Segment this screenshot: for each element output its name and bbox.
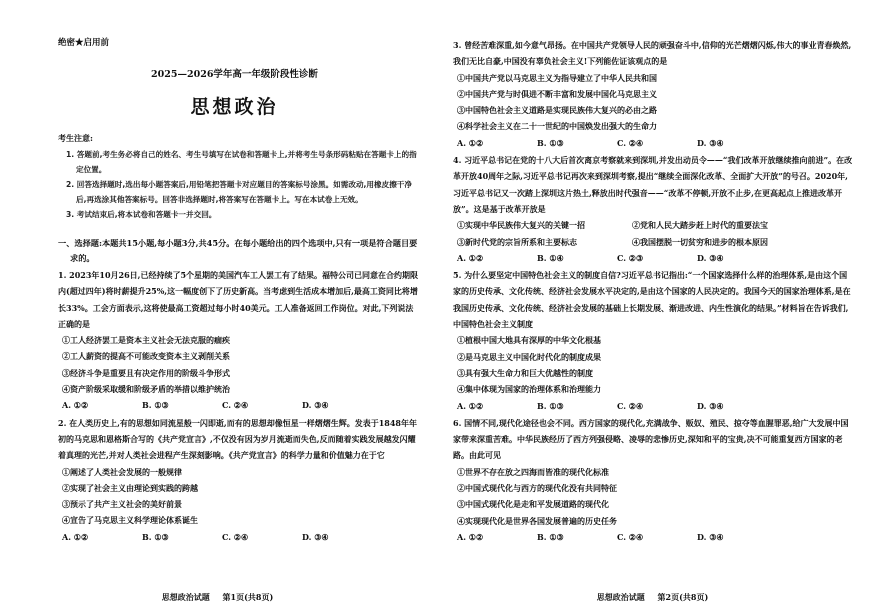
notes-title: 考生注意: xyxy=(58,133,93,143)
answer-choices xyxy=(453,250,854,266)
answer-a: A. ①② xyxy=(457,252,484,263)
answer-choices xyxy=(58,397,421,413)
option: ③新时代党的宗旨所系和主要标志 xyxy=(457,236,577,247)
option: ③中国特色社会主义道路是实现民族伟大复兴的必由之路 xyxy=(457,105,657,116)
page-number: 第1页(共8页) xyxy=(222,592,274,602)
answer-d: D. ③④ xyxy=(697,137,724,148)
answer-b: B. ①③ xyxy=(142,400,169,411)
answer-b: B. ①③ xyxy=(537,137,564,148)
right-page xyxy=(435,0,870,615)
note-item: 1. 答题前,考生务必将自己的姓名、考生号填写在试卷和答题卡上,并将考生号条形码粘贴在答题卡上的指定位置。 xyxy=(66,150,417,174)
answer-c: C. ②④ xyxy=(617,137,644,148)
question-5 xyxy=(453,267,854,414)
answer-c: C. ②④ xyxy=(222,531,249,542)
question-stem: 6. 国情不同,现代化途径也会不同。西方国家的现代化,充满战争、贩奴、殖民、掠夺等血腥罪恶,给广大发展中国家带来深重苦难。中华民族经历了西方列强侵略、凌辱的悲惨历史,深知和平的宝贵,决不可能重复西方国家的老路。由此可见 xyxy=(453,417,849,461)
option-row xyxy=(453,234,854,250)
answer-b: B. ①③ xyxy=(142,531,169,542)
option: ②是马克思主义中国化时代化的制度成果 xyxy=(457,351,601,362)
secret-label: 绝密★启用前 xyxy=(58,38,110,48)
question-stem: 4. 习近平总书记在党的十八大后首次离京考察就来到深圳,并发出动员令——“我们改革开放继续推向前进”。在改革开放40周年之际,习近平总书记再次来到深圳考察,提出“继续全面深化改革、全面扩大开放”的号召。2020年,习近平总书记又一次踏上深圳这片热土,释放出时代强音——“改革不停顿,开放不止步,在更高起点上推进改革开放”。这是基于改革开放是 xyxy=(453,155,853,214)
option: ④集中体现为国家的治理体系和治理能力 xyxy=(457,384,601,395)
question-4 xyxy=(453,152,854,266)
answer-b: B. ①③ xyxy=(537,400,564,411)
option: ①植根中国大地具有深厚的中华文化根基 xyxy=(457,335,601,346)
answer-c: C. ②④ xyxy=(617,531,644,542)
answer-b: B. ①③ xyxy=(537,531,564,542)
answer-a: A. ①② xyxy=(62,400,89,411)
answer-a: A. ①② xyxy=(457,531,484,542)
question-stem: 3. 曾经苦难深重,如今意气昂扬。在中国共产党领导人民的顽强奋斗中,信仰的光芒熠熠闪烁,伟大的事业青春焕然,我们无比自豪,中国没有辜负社会主义!下列能佐证该观点的是 xyxy=(453,40,852,67)
answer-d: D. ③④ xyxy=(697,531,724,542)
answer-b: B. ①④ xyxy=(537,252,564,263)
option: ④科学社会主义在二十一世纪的中国焕发出强大的生命力 xyxy=(457,121,657,132)
option: ③中国式现代化是走和平发展道路的现代化 xyxy=(457,499,609,510)
subject-title: 思想政治 xyxy=(190,96,279,118)
option: ②实现了社会主义由理论到实践的跨越 xyxy=(62,482,198,493)
option: ④宣告了马克思主义科学理论体系诞生 xyxy=(62,515,198,526)
question-1 xyxy=(58,267,421,414)
question-3 xyxy=(453,37,854,151)
option: ②中国共产党与时俱进不断丰富和发展中国化马克思主义 xyxy=(457,88,657,99)
question-stem: 1. 2023年10月26日,已经持续了5个星期的美国汽车工人罢工有了结果。福特公司已同意在合约期限内(超过四年)将时薪提升25%,这一幅度创下了历史新高。当考虑到生活成本增加后,最高工资同比将增长33%。工会方面表示,这将使最高工资超过每小时40美元。工人准备返回工作岗位。对此,下列说法正确的是 xyxy=(58,270,419,329)
answer-choices xyxy=(453,398,854,414)
option: ③预示了共产主义社会的美好前景 xyxy=(62,499,182,510)
exam-year-title: 2025—2026学年高一年级阶段性诊断 xyxy=(151,69,318,80)
answer-c: C. ②④ xyxy=(222,400,249,411)
note-item: 2. 回答选择题时,选出每小题答案后,用铅笔把答题卡对应题目的答案标号涂黑。如需改动,用橡皮擦干净后,再选涂其他答案标号。回答非选择题时,将答案写在答题卡上。写在本试卷上无效。 xyxy=(66,180,412,204)
answer-choices xyxy=(453,529,854,545)
answer-d: D. ③④ xyxy=(697,252,724,263)
question-stem: 5. 为什么要坚定中国特色社会主义的制度自信?习近平总书记指出:“一个国家选择什么样的治理体系,是由这个国家的历史传承、文化传统、经济社会发展水平决定的,是由这个国家的人民决定的。我国今天的国家治理体系,是在我国历史传承、文化传统、经济社会发展的基础上长期发展、渐进改进、内生性演化的结果。”材料旨在告诉我们,中国特色社会主义制度 xyxy=(453,270,851,330)
answer-c: C. ②④ xyxy=(617,400,644,411)
question-6 xyxy=(453,415,854,545)
option: ②党和人民大踏步赶上时代的重要法宝 xyxy=(632,220,768,231)
option: ①实现中华民族伟大复兴的关键一招 xyxy=(457,220,585,231)
answer-d: D. ③④ xyxy=(302,400,329,411)
note-item: 3. 考试结束后,将本试卷和答题卡一并交回。 xyxy=(66,210,217,219)
option: ①中国共产党以马克思主义为指导建立了中华人民共和国 xyxy=(457,72,657,83)
answer-d: D. ③④ xyxy=(302,531,329,542)
option-row xyxy=(453,217,854,233)
answer-d: D. ③④ xyxy=(697,400,724,411)
question-stem: 2. 在人类历史上,有的思想如同流星般一闪即逝,而有的思想却像恒星一样熠熠生辉。发表于1848年年初的马克思和恩格斯合写的《共产党宣言》,不仅没有因为岁月流逝而失色,反而随着实践发展越发闪耀着真理的光芒,并对人类社会进程产生深刻影响。《共产党宣言》的科学力量和价值魅力在于它 xyxy=(58,417,417,461)
right-footer xyxy=(435,592,870,603)
answer-a: A. ①② xyxy=(457,400,484,411)
option: ④实现现代化是世界各国发展普遍的历史任务 xyxy=(457,515,617,526)
option: ③经济斗争是重要且有决定作用的阶级斗争形式 xyxy=(62,367,230,378)
option: ①工人经济罢工是资本主义社会无法克服的痼疾 xyxy=(62,335,230,346)
option: ①阐述了人类社会发展的一般规律 xyxy=(62,466,182,477)
answer-c: C. ②③ xyxy=(617,252,644,263)
answer-choices xyxy=(58,529,421,545)
page-number: 第2页(共8页) xyxy=(657,592,709,602)
footer-title: 思想政治试题 xyxy=(596,592,645,602)
footer-title: 思想政治试题 xyxy=(161,592,210,602)
left-footer xyxy=(0,592,435,603)
option: ③具有强大生命力和巨大优越性的制度 xyxy=(457,367,593,378)
option: ①世界不存在放之四海而皆准的现代化标准 xyxy=(457,466,609,477)
option: ②工人薪资的提高不可能改变资本主义剥削关系 xyxy=(62,351,230,362)
answer-choices xyxy=(453,135,854,151)
option: ④资产阶级采取缓和阶级矛盾的举措以维护统治 xyxy=(62,384,230,395)
answer-a: A. ①② xyxy=(62,531,89,542)
section-one-title: 一、选择题:本题共15小题,每小题3分,共45分。在每小题给出的四个选项中,只有一项是符合题目要求的。 xyxy=(58,238,418,263)
option: ②中国式现代化与西方的现代化没有共同特征 xyxy=(457,483,617,494)
option: ④我国摆脱一切贫穷和进步的根本原因 xyxy=(632,236,768,247)
question-2 xyxy=(58,415,421,545)
answer-a: A. ①② xyxy=(457,137,484,148)
